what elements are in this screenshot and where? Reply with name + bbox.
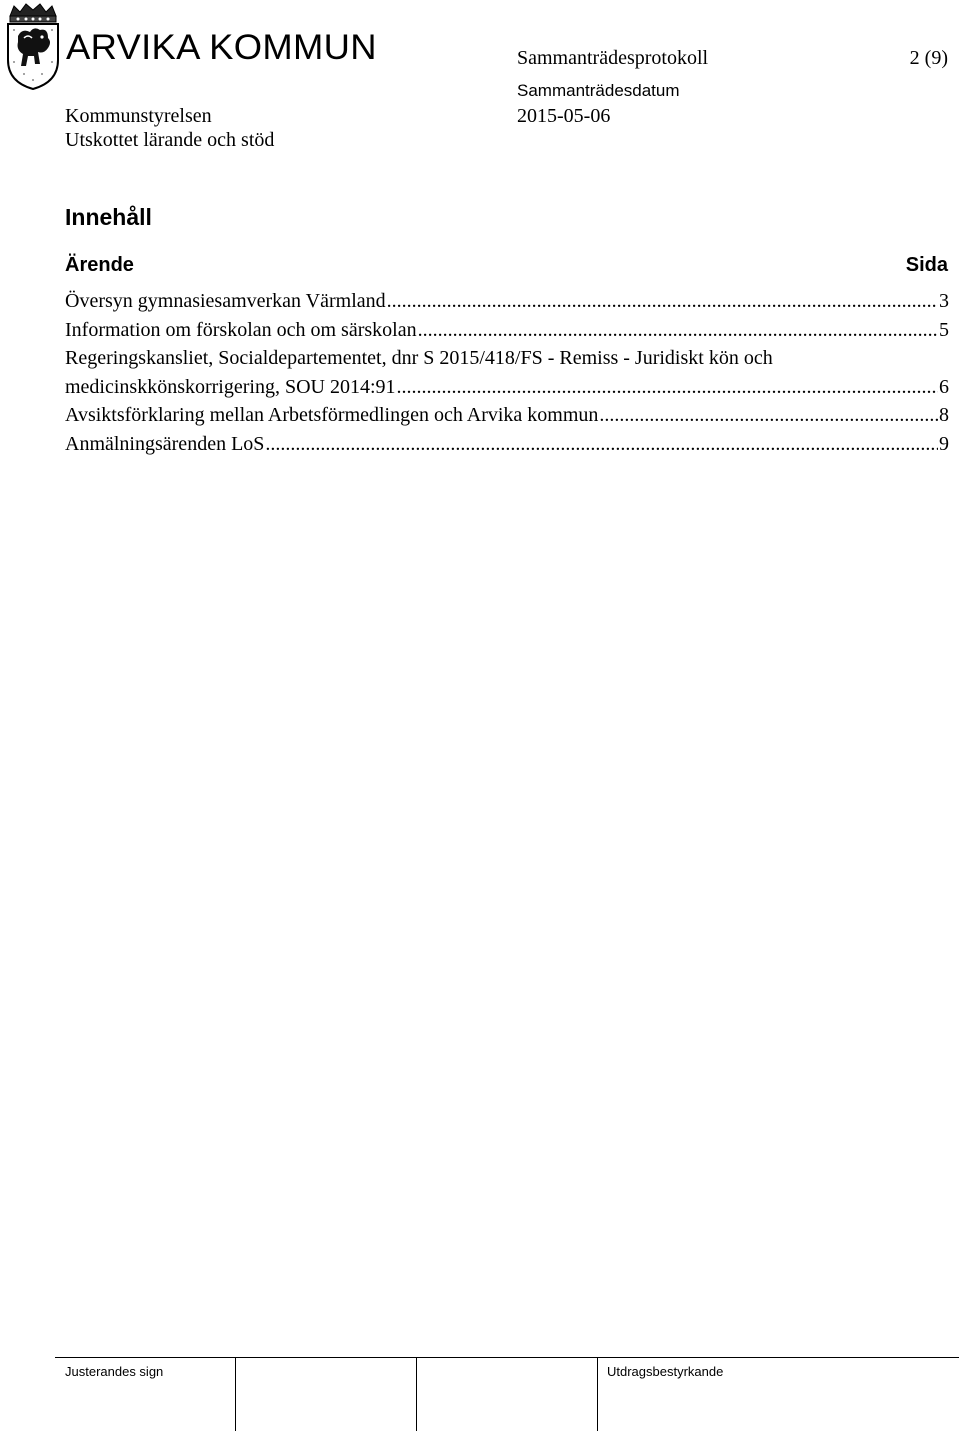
toc-entry-title: Information om förskolan och om särskolan (65, 318, 417, 341)
toc-entry-page: 8 (939, 404, 949, 427)
toc-entry-title: Avsiktsförklaring mellan Arbetsförmedlingen och Arvika kommun (65, 404, 599, 427)
document-type: Sammanträdesprotokoll (517, 47, 709, 69)
column-header-item: Ärende (65, 254, 134, 276)
toc-entry[interactable] (65, 401, 949, 430)
coat-of-arms-icon (4, 2, 62, 90)
body-name: Kommunstyrelsen (65, 105, 212, 127)
toc-entry-title-line1: Regeringskansliet, Socialdepartementet, dnr S 2015/418/FS - Remiss - Juridiskt kön och (65, 347, 773, 370)
toc-entry[interactable] (65, 344, 949, 401)
adjuster-signature-label: Justerandes sign (65, 1364, 164, 1379)
toc-leader-dots (397, 373, 938, 402)
contents-heading: Innehåll (65, 204, 152, 230)
toc-entry-title: Anmälningsärenden LoS (65, 432, 265, 455)
committee-name: Utskottet lärande och stöd (65, 129, 275, 151)
toc-entry-title-line2: medicinskkönskorrigering, SOU 2014:91 (65, 375, 396, 398)
toc-leader-dots (599, 401, 938, 430)
toc-entry[interactable] (65, 316, 949, 345)
toc-entry-title: Översyn gymnasiesamverkan Värmland (65, 290, 386, 312)
toc-leader-dots (418, 316, 938, 345)
meeting-date-value: 2015-05-06 (517, 105, 611, 127)
toc-entry-page: 9 (939, 432, 949, 455)
signature-footer (55, 1357, 959, 1431)
toc-leader-dots (265, 430, 938, 459)
table-of-contents (65, 287, 949, 459)
organization-name: ARVIKA KOMMUN (66, 28, 377, 67)
footer-divider (597, 1358, 598, 1431)
footer-divider (235, 1358, 236, 1431)
toc-entry-page: 6 (939, 375, 949, 398)
toc-entry[interactable] (65, 287, 949, 316)
toc-entry-page: 5 (939, 318, 949, 341)
meeting-date-label: Sammanträdesdatum (517, 81, 680, 100)
column-header-page: Sida (905, 254, 948, 276)
toc-leader-dots (387, 287, 938, 316)
page-number: 2 (9) (909, 47, 948, 69)
footer-divider (416, 1358, 417, 1431)
certification-label: Utdragsbestyrkande (607, 1364, 724, 1379)
toc-entry-page: 3 (939, 290, 949, 312)
toc-entry[interactable] (65, 430, 949, 459)
